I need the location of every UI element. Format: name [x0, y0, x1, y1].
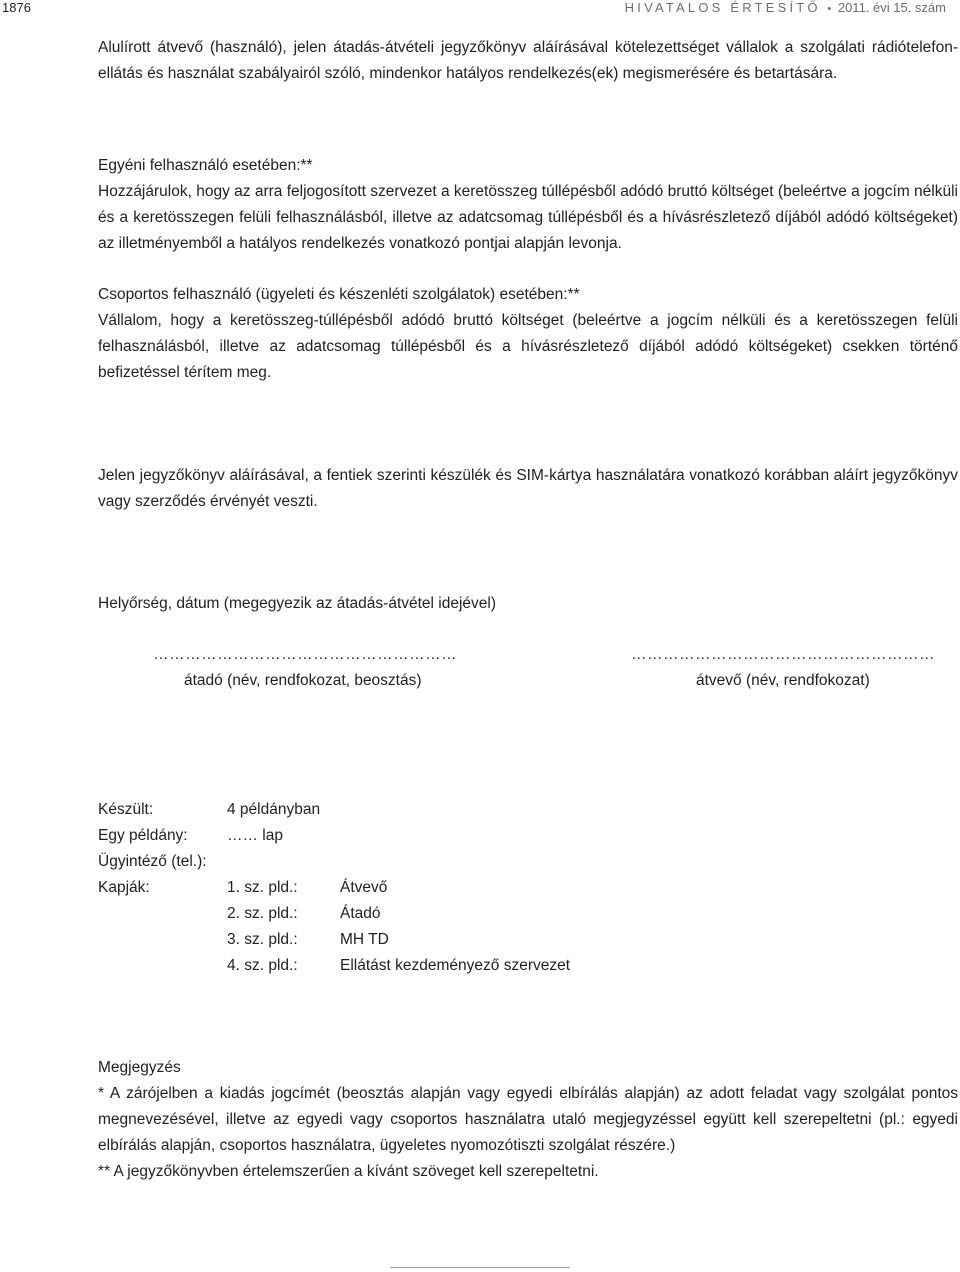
copy-value: …… lap: [227, 827, 283, 844]
prepared-label: Készült:: [98, 801, 154, 818]
notes-heading: Megjegyzés: [98, 1059, 181, 1076]
footer-divider: [390, 1267, 570, 1268]
individual-user-heading: Egyéni felhasználó esetében:**: [98, 157, 313, 174]
copy-recipient: Ellátást kezdeményező szervezet: [340, 957, 571, 974]
recipient-row: [98, 901, 718, 927]
place-date-label: Helyőrség, dátum (megegyezik az átadás-átvétel idejével): [98, 595, 497, 612]
receiver-signature-label: átvevő (név, rendfokozat): [696, 672, 870, 689]
copy-recipient: MH TD: [340, 931, 389, 948]
group-user-section: [98, 282, 958, 386]
running-header: [625, 0, 946, 15]
prepared-value: 4 példányban: [227, 801, 321, 818]
copy-recipient: Átadó: [340, 905, 381, 922]
handover-signature-line: …………………………………………………: [153, 646, 457, 663]
page-number: 1876: [2, 0, 31, 15]
note-double-asterisk: ** A jegyzőkönyvben értelemszerűen a kívánt szöveget kell szerepeltetni.: [98, 1163, 599, 1180]
individual-user-text: Hozzájárulok, hogy az arra feljogosított szervezet a keretösszeg túllépésből adódó bruttó költséget (beleértve a jogcím nélküli és a keretösszegen felüli felhasználásból, illetve az adatcsomag túllépésből és a hívásrészletező díjából adódó költségeket) az illetményemből a hatályos rendelkezés vonatkozó pontjai alapján levonja.: [98, 183, 958, 252]
copy-label: Egy példány:: [98, 827, 188, 844]
copy-row: [98, 823, 718, 849]
group-user-heading: Csoportos felhasználó (ügyeleti és készenléti szolgálatok) esetében:**: [98, 286, 580, 303]
handover-signature-label: átadó (név, rendfokozat, beosztás): [184, 672, 422, 689]
officer-label: Ügyintéző (tel.):: [98, 853, 207, 870]
recipients-label: Kapják:: [98, 879, 150, 896]
receiver-signature-line: …………………………………………………: [631, 646, 935, 663]
recipient-row: [98, 927, 718, 953]
copy-number: 2. sz. pld.:: [227, 905, 298, 922]
group-user-text: Vállalom, hogy a keretösszeg-túllépésből adódó bruttó költséget (beleértve a jogcím nélküli és a keretösszegen felüli felhasználásból, illetve az adatcsomag túllépésből és a hívásrészletező díjából adódó költségeket) csekken történő befizetéssel térítem meg.: [98, 312, 958, 381]
note-single-asterisk: * A zárójelben a kiadás jogcímét (beosztás alapján vagy egyedi elbírálás alapján) az adott feladat vagy szolgálat pontos megnevezésével, illetve az egyedi vagy csoportos használatra utaló megjegyzéssel együtt kell szerepeltetni (pl.: egyedi elbírálás alapján, csoportos használatra, ügyeletes nyomozótiszti szolgálat részére.): [98, 1085, 958, 1154]
header-separator: •: [827, 3, 832, 15]
page-header: [0, 0, 960, 20]
publication-title: HIVATALOS ÉRTESÍTŐ: [624, 0, 821, 15]
recipient-row: [98, 953, 718, 979]
officer-row: [98, 849, 718, 875]
commitment-paragraph: Alulírott átvevő (használó), jelen átadás-átvételi jegyzőkönyv aláírásával kötelezettséget vállalok a szolgálati rádiótelefon-ellátás és használat szabályairól szóló, mindenkor hatályos rendelkezés(ek) megismerésére és betartására.: [98, 39, 958, 82]
individual-user-section: [98, 153, 958, 257]
notes-section: [98, 1055, 958, 1185]
issue-number: 2011. évi 15. szám: [837, 0, 946, 15]
copy-number: 4. sz. pld.:: [227, 957, 298, 974]
recipient-row: [98, 875, 718, 901]
copy-recipient: Átvevő: [340, 879, 388, 896]
distribution-block: [98, 797, 718, 979]
copy-number: 3. sz. pld.:: [227, 931, 298, 948]
copy-number: 1. sz. pld.:: [227, 879, 298, 896]
prepared-row: [98, 797, 718, 823]
validity-paragraph: Jelen jegyzőkönyv aláírásával, a fentiek szerinti készülék és SIM-kártya használatára vonatkozó korábban aláírt jegyzőkönyv vagy szerződés érvényét veszti.: [98, 467, 958, 510]
